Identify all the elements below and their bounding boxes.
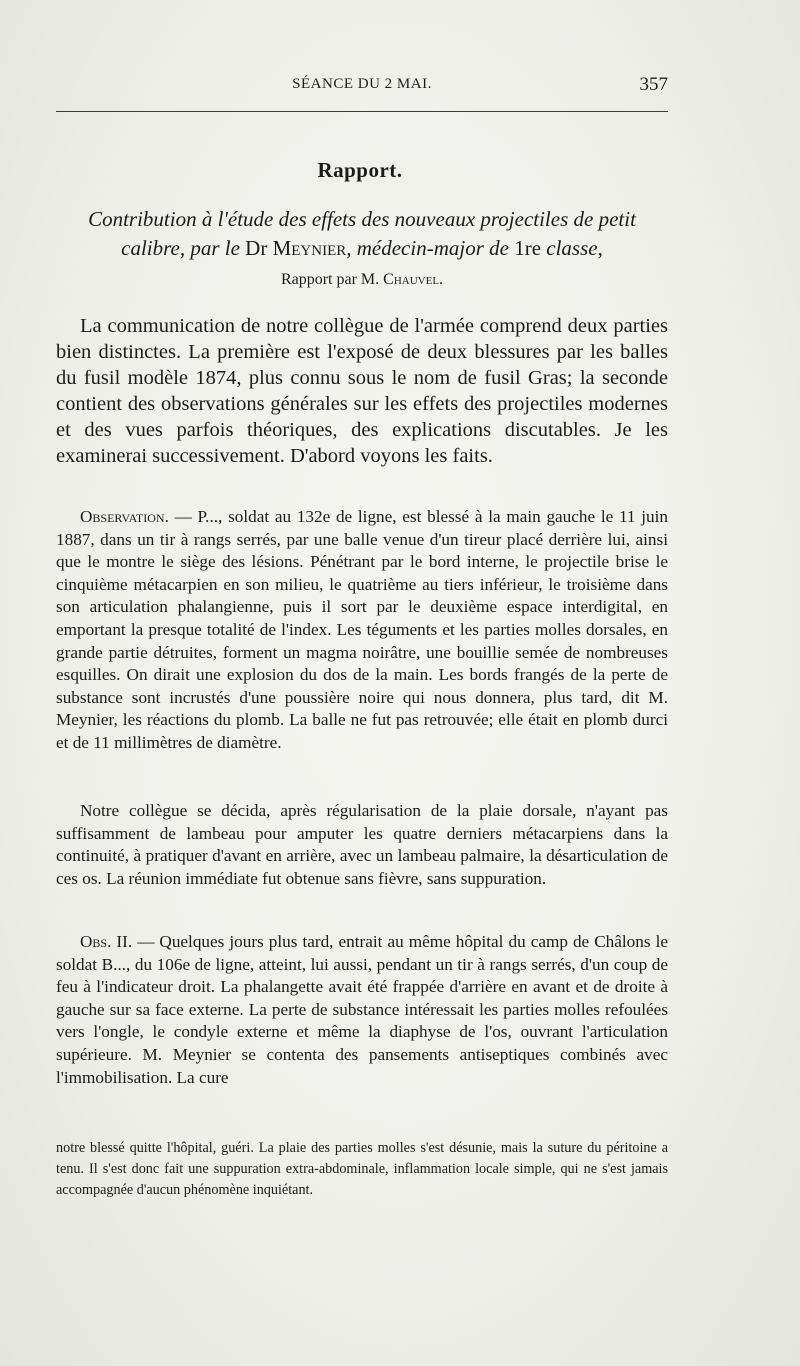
author-name: Meynier: [272, 236, 347, 260]
observation-2-label: Obs. II.: [80, 932, 133, 951]
running-header: [56, 72, 668, 102]
byline-name: Chauvel.: [383, 271, 444, 288]
observation-1-text: — P..., soldat au 132e de ligne, est blessé à la main gauche le 11 juin 1887, dans un tir à rangs serrés, par une balle venue d'un tireur placé derrière lui, ainsi que le montre le siège des lésions. Pénétrant par le bord interne, le projectile brise le cinquième métacarpien en son milieu, le quatrième au tiers inférieur, le troisième dans son articulation phalangienne, puis il sort par le deuxième espace interdigital, en emportant la presque totalité de l'index. Les téguments et les parties molles dorsales, en grande partie détruites, forment un magma noirâtre, une bouillie semée de nombreuses esquilles. On dirait une explosion du dos de la main. Les bords frangés de la perte de substance sont incrustés d'une poussière noire qui nous donnera, plus tard, dit M. Meynier, les réactions du plomb. La balle ne fut pas retrouvée; elle était en plomb durci et de 11 millimètres de diamètre.: [56, 507, 668, 752]
header-rule: [56, 111, 668, 112]
observation-1-label: Observation.: [80, 507, 169, 526]
observation-1: [56, 506, 668, 755]
article-title-part3: classe,: [541, 236, 603, 260]
byline-prefix: Rapport par M.: [280, 271, 384, 288]
byline: [56, 271, 668, 289]
section-title: Rapport.: [317, 158, 403, 182]
author-prefix: Dr: [245, 236, 268, 260]
footnote: notre blessé quitte l'hôpital, guéri. La plaie des parties molles s'est désunie, mais la suture du péritoine a tenu. Il s'est donc fait une suppuration extra-abdominale, inflammation locale simple, qui ne s'est jamais accompagnée d'aucun phénomène inquiétant.: [56, 1140, 668, 1198]
intro-paragraph: La communication de notre collègue de l'armée comprend deux parties bien distinctes. La première est l'exposé de deux blessures par les balles du fusil modèle 1874, plus connu sous le nom de fusil Gras; la seconde contient des observations générales sur les effets des projectiles modernes et des vues parfois théoriques, des explications discutables. Je les examinerai successivement. D'abord voyons les faits.: [56, 315, 668, 467]
article-title: [56, 205, 668, 263]
observation-2: [56, 931, 668, 1089]
observation-2-text: — Quelques jours plus tard, entrait au même hôpital du camp de Châlons le soldat B..., du 106e de ligne, atteint, lui aussi, pendant un tir à rangs serrés, d'un coup de feu à l'indicateur droit. La phalangette avait été frappée d'arrière en avant et de droite à gauche sur sa face externe. La perte de substance intéressait les parties molles refoulées vers l'ongle, le condyle externe et même la diaphyse de l'os, ouvrant l'articulation supérieure. M. Meynier se contenta des pansements antiseptiques combinés avec l'immobilisation. La cure: [56, 932, 668, 1087]
observation-1-continuation: Notre collègue se décida, après régularisation de la plaie dorsale, n'ayant pas suffisamment de lambeau pour amputer les quatre derniers métacarpiens dans la continuité, à pratiquer d'avant en arrière, avec un lambeau palmaire, la désarticulation de ces os. La réunion immédiate fut obtenue sans fièvre, sans suppuration.: [56, 801, 668, 888]
rank: 1re: [514, 236, 542, 260]
article-title-part1: Contribution à l'étude des effets des nouveaux projectiles de petit calibre, par le: [88, 207, 636, 260]
running-title: SÉANCE DU 2 MAI.: [292, 76, 432, 92]
article-title-part2: , médecin-major de: [346, 236, 515, 260]
page-number: 357: [639, 74, 668, 95]
